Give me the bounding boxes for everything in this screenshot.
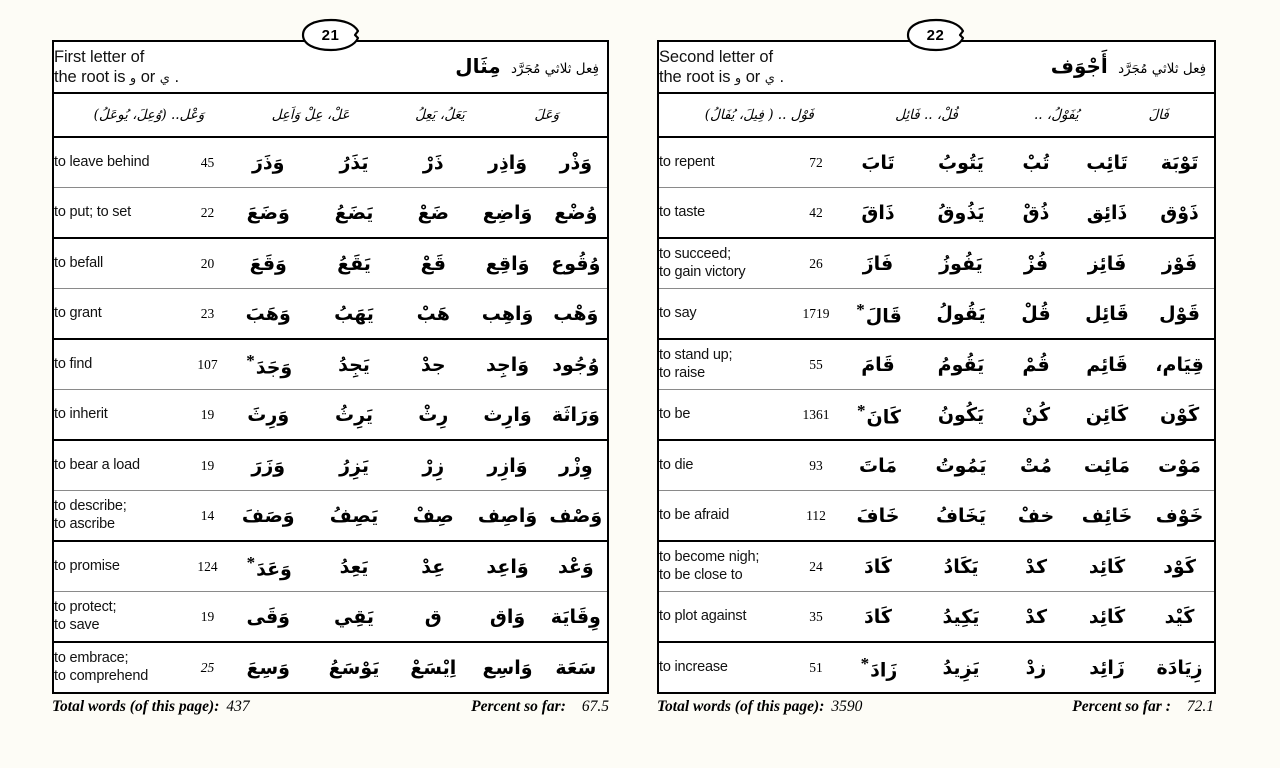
- cell-occurrence-count: 51: [795, 642, 837, 693]
- cell-active-participle: زَائِد: [1069, 642, 1145, 693]
- cell-past-tense: [225, 491, 312, 542]
- cell-present-tense: يَصِفُ: [312, 491, 396, 542]
- cell-verbal-noun: وِقَايَة: [545, 592, 608, 643]
- cell-occurrence-count: 14: [190, 491, 224, 542]
- cell-verbal-noun: وُقُوع: [545, 238, 608, 289]
- cell-meaning: [658, 390, 795, 441]
- header-arabic-title: أَجْوَف: [1050, 54, 1108, 78]
- cell-present-tense: يَذَرُ: [312, 137, 396, 188]
- pattern-masdar: وَعْل.. (وُعِلَ، يُوعَلُ): [93, 107, 205, 123]
- cell-occurrence-count: 19: [190, 390, 224, 441]
- cell-active-participle: وَاضِع: [470, 188, 544, 239]
- cell-past-tense: [225, 188, 312, 239]
- cell-present-tense: يَجِدُ: [312, 339, 396, 390]
- cell-imperative: تُبْ: [1003, 137, 1069, 188]
- cell-meaning: [53, 289, 190, 340]
- percent-group-right: [1072, 698, 1214, 716]
- cell-present-tense: يَزِرُ: [312, 440, 396, 491]
- header-arabic-title: مِثَال: [455, 54, 501, 78]
- cell-past-tense: [225, 592, 312, 643]
- cell-imperative: اِيْسَعْ: [396, 642, 470, 693]
- cell-meaning: [658, 238, 795, 289]
- cell-verbal-noun: خَوْف: [1145, 491, 1215, 542]
- cell-active-participle: وَاصِف: [470, 491, 544, 542]
- table-row: [658, 289, 1215, 340]
- pattern-cell-right: [658, 93, 1215, 137]
- table-row: [53, 238, 608, 289]
- past-tense-text: كَادَ: [864, 605, 892, 628]
- cell-past-tense: [837, 541, 919, 592]
- cell-present-tense: يَضَعُ: [312, 188, 396, 239]
- meaning-line: to be: [659, 405, 691, 422]
- table-row: [658, 491, 1215, 542]
- cell-occurrence-count: 107: [190, 339, 224, 390]
- cell-meaning: [53, 642, 190, 693]
- cell-active-participle: وَاعِد: [470, 541, 544, 592]
- cell-active-participle: خَائِف: [1069, 491, 1145, 542]
- cell-verbal-noun: وَرَاثَة: [545, 390, 608, 441]
- meaning-line: to ascribe: [54, 515, 115, 532]
- meaning-line: to embrace;: [54, 650, 129, 667]
- cell-past-tense: [837, 289, 919, 340]
- past-tense-text: كَادَ: [864, 555, 892, 578]
- arabic-ya: ي: [159, 71, 170, 86]
- cell-active-participle: وَاذِر: [470, 137, 544, 188]
- meaning-line: to inherit: [54, 405, 108, 422]
- meaning-line: to raise: [659, 364, 705, 381]
- table-row: [53, 188, 608, 239]
- cell-imperative: صِفْ: [396, 491, 470, 542]
- cell-verbal-noun: سَعَة: [545, 642, 608, 693]
- meaning-line: to leave behind: [54, 153, 150, 170]
- cell-past-tense: [225, 642, 312, 693]
- cell-imperative: جدْ: [396, 339, 470, 390]
- cell-verbal-noun: كَيْد: [1145, 592, 1215, 643]
- past-tense-text: وَرِثَ: [247, 403, 290, 426]
- total-words-value-left: 437: [226, 698, 250, 715]
- cell-meaning: [658, 137, 795, 188]
- cell-occurrence-count: 112: [795, 491, 837, 542]
- arabic-waw: و: [734, 71, 742, 86]
- table-row: [658, 188, 1215, 239]
- cell-present-tense: يَقِي: [312, 592, 396, 643]
- cell-meaning: [658, 440, 795, 491]
- meaning-line: to save: [54, 616, 100, 633]
- cell-past-tense: [225, 137, 312, 188]
- cell-past-tense: [837, 491, 919, 542]
- meaning-line: to plot against: [659, 607, 747, 624]
- cell-meaning: [53, 491, 190, 542]
- cell-occurrence-count: 124: [190, 541, 224, 592]
- pattern-present: يُفَوْلُ، ..: [1034, 107, 1079, 123]
- pattern-past: فَالَ: [1148, 107, 1169, 123]
- cell-imperative: ضَعْ: [396, 188, 470, 239]
- cell-occurrence-count: 42: [795, 188, 837, 239]
- cell-imperative: كدْ: [1003, 592, 1069, 643]
- cell-past-tense: [225, 238, 312, 289]
- cell-meaning: [53, 592, 190, 643]
- frequency-star-marker: *: [857, 400, 866, 420]
- total-words-value-right: 3590: [831, 698, 863, 715]
- cell-meaning: [53, 188, 190, 239]
- pattern-imperative: فُلْ، .. فَائِل: [895, 107, 958, 123]
- cell-meaning: [658, 541, 795, 592]
- cell-past-tense: [837, 238, 919, 289]
- past-tense-text: وَصَفَ: [241, 504, 295, 527]
- cell-active-participle: كَائِد: [1069, 541, 1145, 592]
- pattern-header-row: [53, 93, 608, 137]
- table-row: [53, 390, 608, 441]
- cell-meaning: [53, 339, 190, 390]
- cell-occurrence-count: 1719: [795, 289, 837, 340]
- table-row: [658, 137, 1215, 188]
- past-tense-text: وَهَبَ: [245, 302, 291, 325]
- cell-verbal-noun: قِيَام،: [1145, 339, 1215, 390]
- cell-occurrence-count: 20: [190, 238, 224, 289]
- cell-present-tense: يَفُوزُ: [919, 238, 1003, 289]
- past-tense-text: وَسِعَ: [246, 656, 290, 679]
- meaning-line: to become nigh;: [659, 549, 760, 566]
- table-row: [658, 238, 1215, 289]
- total-words-label-right: Total words (of this page):: [657, 698, 825, 715]
- frequency-star-marker: *: [246, 552, 256, 572]
- header-arabic-left: [455, 54, 599, 78]
- cell-imperative: ذُقْ: [1003, 188, 1069, 239]
- past-tense-text: وَضَعَ: [246, 201, 290, 224]
- percent-label-left: Percent so far:: [471, 698, 566, 715]
- header-line-1: First letter of: [54, 47, 145, 66]
- meaning-line: to promise: [54, 557, 120, 574]
- table-panel-left: [52, 26, 609, 716]
- total-words-label-left: Total words (of this page):: [52, 698, 220, 715]
- cell-present-tense: يَعِدُ: [312, 541, 396, 592]
- percent-label-right: Percent so far :: [1072, 698, 1171, 715]
- cell-present-tense: يَقُولُ: [919, 289, 1003, 340]
- cell-past-tense: [837, 339, 919, 390]
- cell-imperative: كُنْ: [1003, 390, 1069, 441]
- header-line-2: the root is و or ي .: [54, 68, 180, 86]
- header-arabic-small: فِعل ثلاثي مُجَرَّد: [1118, 61, 1207, 77]
- frequency-star-marker: *: [856, 299, 865, 319]
- pattern-past: وَعَلَ: [534, 107, 560, 123]
- cell-active-participle: قَائِم: [1069, 339, 1145, 390]
- meaning-line: to be close to: [659, 566, 743, 583]
- cell-meaning: [658, 289, 795, 340]
- meaning-line: to put; to set: [54, 203, 131, 220]
- cell-imperative: كدْ: [1003, 541, 1069, 592]
- cell-imperative: قُلْ: [1003, 289, 1069, 340]
- meaning-line: to be afraid: [659, 506, 730, 523]
- footer-left: [52, 698, 609, 716]
- percent-value-right: 72.1: [1186, 698, 1214, 715]
- table-row: [53, 339, 608, 390]
- table-row: [53, 289, 608, 340]
- cell-past-tense: [225, 339, 312, 390]
- past-tense-text: خَافَ: [856, 504, 900, 527]
- past-tense-text: زَادَ: [870, 659, 898, 682]
- footer-right: [657, 698, 1214, 716]
- cell-occurrence-count: 45: [190, 137, 224, 188]
- meaning-line: to protect;: [54, 599, 117, 616]
- meaning-line: to taste: [659, 203, 705, 220]
- cell-meaning: [658, 592, 795, 643]
- cell-imperative: زِرْ: [396, 440, 470, 491]
- cell-verbal-noun: وِزْر: [545, 440, 608, 491]
- table-row: [658, 390, 1215, 441]
- cell-active-participle: وَاهِب: [470, 289, 544, 340]
- cell-imperative: ذَرْ: [396, 137, 470, 188]
- cell-past-tense: [225, 289, 312, 340]
- page-number-left: 21: [321, 26, 340, 44]
- cell-past-tense: [837, 592, 919, 643]
- pattern-list-right: [659, 94, 1214, 136]
- arabic-waw: و: [129, 71, 137, 86]
- table-row: [53, 642, 608, 693]
- cell-present-tense: يَهَبُ: [312, 289, 396, 340]
- past-tense-text: قَامَ: [861, 353, 895, 376]
- cell-verbal-noun: وُجُود: [545, 339, 608, 390]
- cell-verbal-noun: وَذْر: [545, 137, 608, 188]
- cell-imperative: هَبْ: [396, 289, 470, 340]
- cell-active-participle: كَائِد: [1069, 592, 1145, 643]
- cell-meaning: [658, 491, 795, 542]
- meaning-line: to succeed;: [659, 246, 731, 263]
- page-number-badge-right: [905, 18, 967, 52]
- cell-imperative: فُزْ: [1003, 238, 1069, 289]
- cell-imperative: مُتْ: [1003, 440, 1069, 491]
- past-tense-text: تَابَ: [861, 151, 895, 174]
- cell-imperative: قَعْ: [396, 238, 470, 289]
- past-tense-text: مَاتَ: [859, 454, 897, 477]
- past-tense-text: وَقَعَ: [249, 252, 287, 275]
- verb-table-left: [52, 40, 609, 694]
- cell-active-participle: وَاسِع: [470, 642, 544, 693]
- cell-present-tense: يَرِثُ: [312, 390, 396, 441]
- cell-present-tense: يَمُوتُ: [919, 440, 1003, 491]
- meaning-line: to grant: [54, 304, 102, 321]
- frequency-star-marker: *: [246, 350, 255, 370]
- cell-past-tense: [225, 440, 312, 491]
- cell-meaning: [53, 541, 190, 592]
- cell-present-tense: يَزِيدُ: [919, 642, 1003, 693]
- past-tense-text: وَعَدَ: [256, 558, 292, 581]
- meaning-line: to increase: [659, 658, 728, 675]
- cell-meaning: [658, 642, 795, 693]
- pattern-imperative: عَلْ، عِلْ وَاَعِل: [271, 107, 350, 123]
- page-number-badge-left: [300, 18, 362, 52]
- percent-group-left: [471, 698, 609, 716]
- cell-meaning: [53, 137, 190, 188]
- cell-present-tense: يَوْسَعُ: [312, 642, 396, 693]
- table-row: [658, 541, 1215, 592]
- cell-occurrence-count: 22: [190, 188, 224, 239]
- cell-active-participle: وَازِر: [470, 440, 544, 491]
- verb-table-right: [657, 40, 1216, 694]
- past-tense-text: فَازَ: [862, 252, 894, 275]
- cell-occurrence-count: 55: [795, 339, 837, 390]
- cell-active-participle: ذَائِق: [1069, 188, 1145, 239]
- cell-present-tense: يَذُوقُ: [919, 188, 1003, 239]
- past-tense-text: وَقَى: [246, 605, 290, 628]
- cell-past-tense: [837, 440, 919, 491]
- cell-verbal-noun: ذَوْق: [1145, 188, 1215, 239]
- cell-meaning: [658, 339, 795, 390]
- cell-verbal-noun: تَوْبَة: [1145, 137, 1215, 188]
- cell-verbal-noun: كَوْن: [1145, 390, 1215, 441]
- cell-verbal-noun: وُضْع: [545, 188, 608, 239]
- cell-active-participle: كَائِن: [1069, 390, 1145, 441]
- cell-verbal-noun: وَهْب: [545, 289, 608, 340]
- frequency-star-marker: *: [860, 653, 870, 673]
- cell-verbal-noun: مَوْت: [1145, 440, 1215, 491]
- page-number-right: 22: [926, 26, 945, 44]
- cell-past-tense: [837, 188, 919, 239]
- cell-occurrence-count: 24: [795, 541, 837, 592]
- percent-value-left: 67.5: [581, 698, 609, 715]
- cell-verbal-noun: وَعْد: [545, 541, 608, 592]
- cell-active-participle: فَائِز: [1069, 238, 1145, 289]
- cell-verbal-noun: زِيَادَة: [1145, 642, 1215, 693]
- meaning-line: to die: [659, 456, 694, 473]
- meaning-line: to gain victory: [659, 263, 746, 280]
- cell-past-tense: [225, 541, 312, 592]
- meaning-line: to say: [659, 304, 697, 321]
- cell-occurrence-count: 25: [190, 642, 224, 693]
- cell-verbal-noun: قَوْل: [1145, 289, 1215, 340]
- cell-past-tense: [837, 642, 919, 693]
- cell-meaning: [658, 188, 795, 239]
- table-row: [658, 440, 1215, 491]
- cell-meaning: [53, 390, 190, 441]
- table-row: [53, 491, 608, 542]
- cell-occurrence-count: 93: [795, 440, 837, 491]
- cell-present-tense: يَكَادُ: [919, 541, 1003, 592]
- cell-verbal-noun: فَوْز: [1145, 238, 1215, 289]
- cell-present-tense: يَكِيدُ: [919, 592, 1003, 643]
- cell-past-tense: [225, 390, 312, 441]
- past-tense-text: ذَاقَ: [861, 201, 895, 224]
- cell-past-tense: [837, 390, 919, 441]
- meaning-line: to find: [54, 355, 93, 372]
- cell-occurrence-count: 23: [190, 289, 224, 340]
- pattern-present: يَعَلُ، يَعِلُ: [415, 107, 465, 123]
- cell-active-participle: وَاقِع: [470, 238, 544, 289]
- past-tense-text: وَذَرَ: [251, 151, 285, 174]
- cell-imperative: قُمْ: [1003, 339, 1069, 390]
- past-tense-text: كَانَ: [866, 406, 901, 429]
- cell-active-participle: قَائِل: [1069, 289, 1145, 340]
- cell-occurrence-count: 19: [190, 440, 224, 491]
- cell-past-tense: [837, 137, 919, 188]
- pattern-masdar: فَوْل .. ( فِيلَ، يُفَالُ): [704, 107, 814, 123]
- cell-imperative: ق: [396, 592, 470, 643]
- pattern-list-left: [54, 94, 607, 136]
- table-row: [53, 592, 608, 643]
- cell-verbal-noun: كَوْد: [1145, 541, 1215, 592]
- cell-present-tense: يَقُومُ: [919, 339, 1003, 390]
- cell-present-tense: يَتُوبُ: [919, 137, 1003, 188]
- cell-imperative: زدْ: [1003, 642, 1069, 693]
- cell-meaning: [53, 238, 190, 289]
- past-tense-text: وَجَدَ: [255, 356, 293, 379]
- table-row: [658, 592, 1215, 643]
- header-arabic-right: [1051, 54, 1206, 78]
- cell-active-participle: تَائِب: [1069, 137, 1145, 188]
- meaning-line: to bear a load: [54, 456, 140, 473]
- meaning-line: to befall: [54, 254, 103, 271]
- cell-present-tense: يَكُونُ: [919, 390, 1003, 441]
- table-row: [658, 339, 1215, 390]
- header-line-1: Second letter of: [659, 47, 773, 66]
- header-line-2: the root is و or ي .: [659, 68, 785, 86]
- past-tense-text: قَالَ: [865, 305, 902, 328]
- cell-imperative: عِدْ: [396, 541, 470, 592]
- table-body-left: [53, 137, 608, 693]
- meaning-line: to describe;: [54, 498, 127, 515]
- cell-active-participle: وَاق: [470, 592, 544, 643]
- cell-active-participle: وَارِث: [470, 390, 544, 441]
- table-row: [658, 642, 1215, 693]
- table-row: [53, 137, 608, 188]
- meaning-line: to repent: [659, 153, 715, 170]
- table-panel-right: [657, 26, 1214, 716]
- header-arabic-small: فِعل ثلاثي مُجَرَّد: [510, 61, 599, 77]
- cell-imperative: خفْ: [1003, 491, 1069, 542]
- pattern-header-row: [658, 93, 1215, 137]
- cell-present-tense: يَقَعُ: [312, 238, 396, 289]
- cell-active-participle: مَائِت: [1069, 440, 1145, 491]
- cell-occurrence-count: 19: [190, 592, 224, 643]
- past-tense-text: وَزَرَ: [251, 454, 286, 477]
- table-row: [53, 440, 608, 491]
- cell-meaning: [53, 440, 190, 491]
- cell-occurrence-count: 26: [795, 238, 837, 289]
- cell-active-participle: وَاجِد: [470, 339, 544, 390]
- arabic-ya: ي: [764, 71, 775, 86]
- table-row: [53, 541, 608, 592]
- pattern-cell-left: [53, 93, 608, 137]
- meaning-line: to stand up;: [659, 347, 733, 364]
- meaning-line: to comprehend: [54, 667, 149, 684]
- cell-occurrence-count: 1361: [795, 390, 837, 441]
- cell-occurrence-count: 35: [795, 592, 837, 643]
- cell-verbal-noun: وَصْف: [545, 491, 608, 542]
- cell-occurrence-count: 72: [795, 137, 837, 188]
- cell-imperative: رِثْ: [396, 390, 470, 441]
- table-body-right: [658, 137, 1215, 693]
- cell-present-tense: يَخَافُ: [919, 491, 1003, 542]
